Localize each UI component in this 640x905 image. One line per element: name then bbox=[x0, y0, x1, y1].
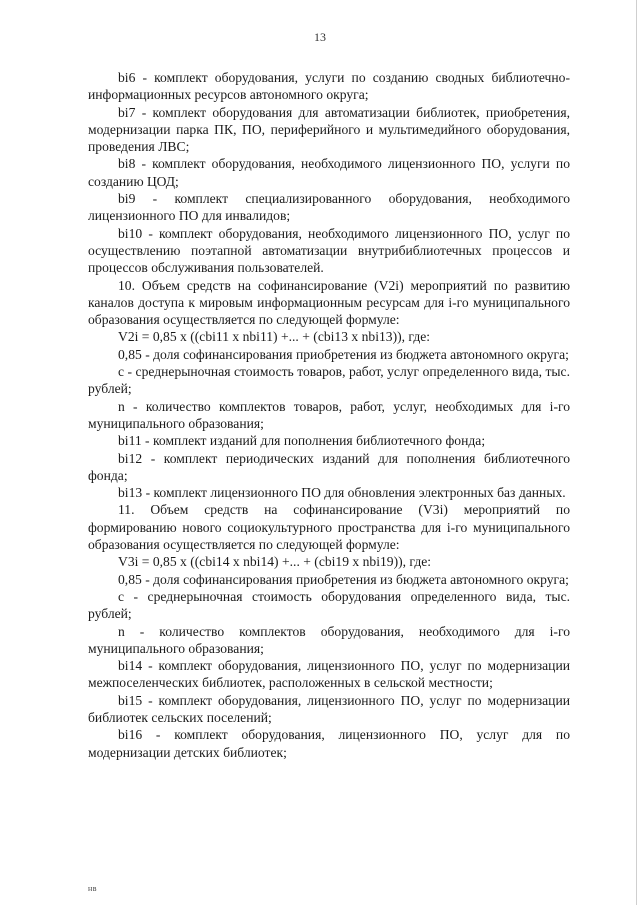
paragraph-bi11: bi11 - комплект изданий для пополнения библиотечного фонда; bbox=[118, 433, 486, 449]
paragraph-bi8: bi8 - комплект оборудования, необходимого лицензионного ПО, услуги по созданию ЦОД; bbox=[88, 156, 570, 189]
formula-v3i: V3i = 0,85 x ((cbi14 x nbi14) +... + (cbi19 x nbi19)), где: bbox=[118, 554, 432, 570]
paragraph-bi9: bi9 - комплект специализированного оборудования, необходимого лицензионного ПО для инвалидов; bbox=[88, 191, 570, 224]
page-number: 13 bbox=[314, 30, 326, 44]
paragraph-bi7: bi7 - комплект оборудования для автоматизации библиотек, приобретения, модернизации парка ПК, ПО, периферийного и мультимедийного оборудования, проведения ЛВС; bbox=[88, 104, 570, 155]
document-body bbox=[88, 69, 570, 761]
paragraph-item-11: 11. Объем средств на софинансирование (V3i) мероприятий по формированию нового социокультурного пространства для i-го муниципального образования осуществляется по следующей формуле: bbox=[88, 502, 570, 553]
paragraph-share-definition-2: 0,85 - доля софинансирования приобретения из бюджета автономного округа; bbox=[118, 571, 569, 587]
paragraph-bi14: bi14 - комплект оборудования, лицензионного ПО, услуг по модернизации межпоселенческих библиотек, расположенных в сельской местности; bbox=[88, 658, 570, 691]
paragraph-bi12: bi12 - комплект периодических изданий для пополнения библиотечного фонда; bbox=[88, 450, 570, 483]
page-edge-line bbox=[636, 0, 637, 905]
paragraph-item-10: 10. Объем средств на софинансирование (V2i) мероприятий по развитию каналов доступа к мировым информационным ресурсам для i-го муниципального образования осуществляется по следующей формуле: bbox=[88, 277, 570, 328]
paragraph-bi10: bi10 - комплект оборудования, необходимого лицензионного ПО, услуг по осуществлению поэтапной автоматизации внутрибиблиотечных процессов и процессов обслуживания пользователей. bbox=[88, 225, 570, 276]
paragraph-bi15: bi15 - комплект оборудования, лицензионного ПО, услуг по модернизации библиотек сельских поселений; bbox=[88, 692, 570, 725]
paragraph-n-definition-2: n - количество комплектов оборудования, необходимого для i-го муниципального образования; bbox=[88, 623, 570, 656]
paragraph-bi13: bi13 - комплект лицензионного ПО для обновления электронных баз данных. bbox=[118, 485, 566, 501]
formula-v2i: V2i = 0,85 x ((cbi11 x nbi11) +... + (cbi13 x nbi13)), где: bbox=[118, 329, 431, 345]
footer-mark: нв bbox=[88, 884, 98, 893]
paragraph-bi6: bi6 - комплект оборудования, услуги по созданию сводных библиотечно-информационных ресурсов автономного округа; bbox=[88, 70, 570, 103]
paragraph-c-definition: c - среднерыночная стоимость товаров, работ, услуг определенного вида, тыс. рублей; bbox=[88, 364, 570, 397]
paragraph-share-definition: 0,85 - доля софинансирования приобретения из бюджета автономного округа; bbox=[118, 346, 569, 362]
paragraph-c-definition-2: c - среднерыночная стоимость оборудования определенного вида, тыс. рублей; bbox=[88, 588, 570, 622]
paragraph-bi16: bi16 - комплект оборудования, лицензионного ПО, услуг для по модернизации детских библиотек; bbox=[88, 727, 570, 760]
paragraph-n-definition: n - количество комплектов товаров, работ, услуг, необходимых для i-го муниципального образования; bbox=[88, 398, 570, 431]
